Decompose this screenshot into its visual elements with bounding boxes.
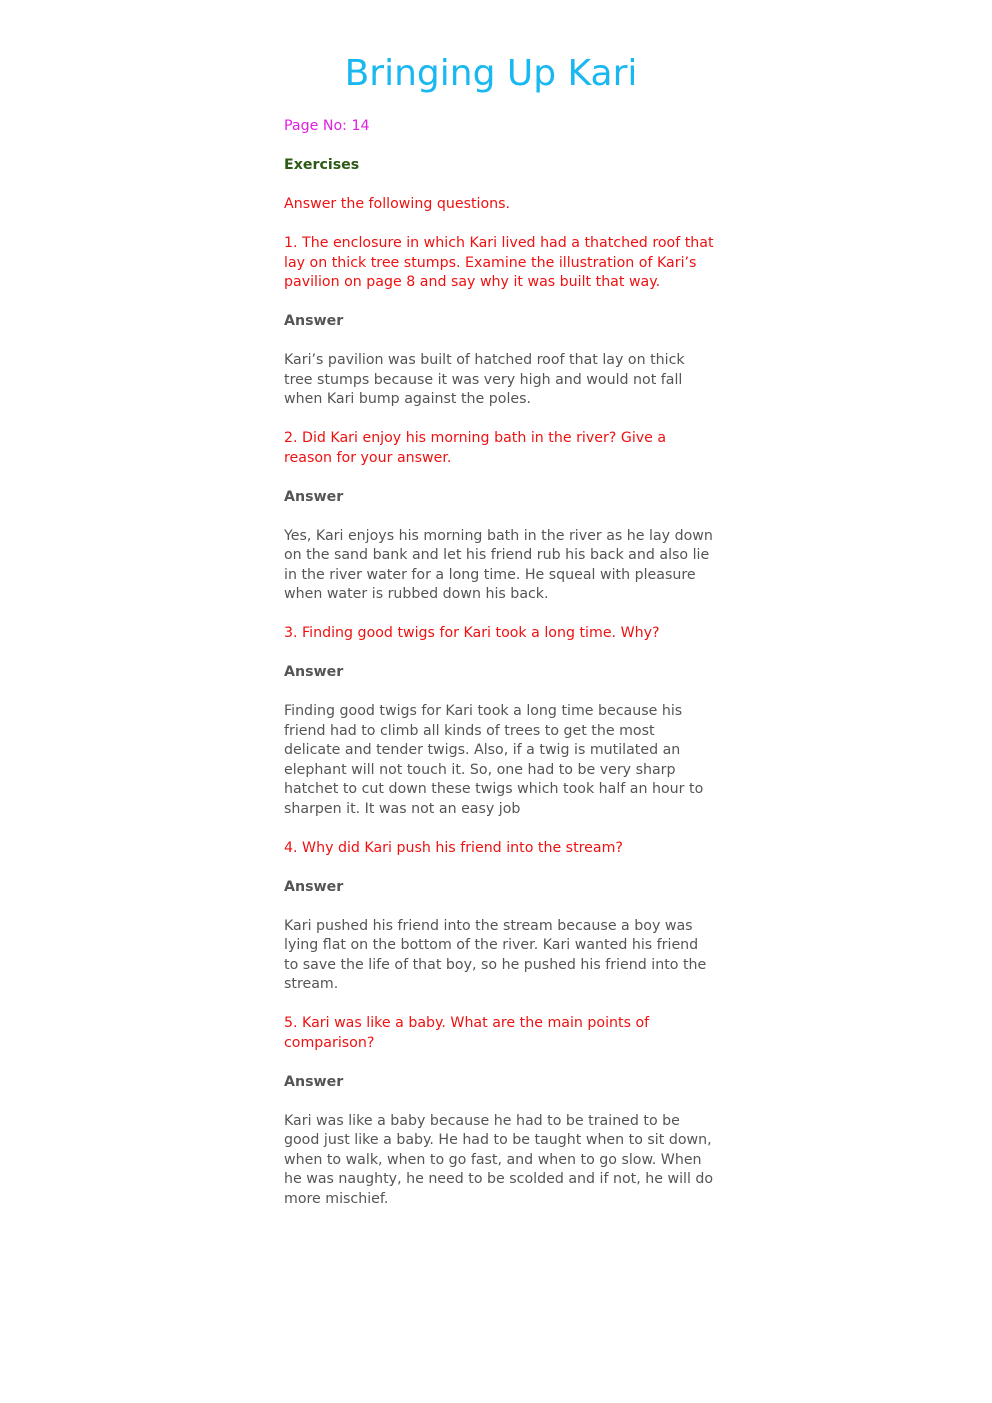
question-5: 5. Kari was like a baby. What are the main points of comparison? [284, 1015, 650, 1051]
answer-1: Kari’s pavilion was built of hatched roof that lay on thick tree stumps because it was very high and would not fall when Kari bump against the poles. [284, 352, 685, 407]
page-number: Page No: 14 [284, 118, 370, 134]
section-heading: Exercises [284, 157, 360, 173]
question-1: 1. The enclosure in which Kari lived had a thatched roof that lay on thick tree stumps. Examine the illustration of Kari’s pavilion on page 8 and say why it was built that way. [284, 235, 714, 290]
document-body [284, 117, 714, 1229]
question-4: 4. Why did Kari push his friend into the stream? [284, 839, 623, 856]
answer-label-4: Answer [284, 878, 344, 895]
instruction-text: Answer the following questions. [284, 196, 511, 212]
answer-label-1: Answer [284, 313, 344, 329]
answer-3: Finding good twigs for Kari took a long time because his friend had to climb all kinds of trees to get the most delicate and tender twigs. Also, if a twig is mutilated an elephant will not touch it. So, one had to be very sharp hatchet to cut down these twigs which took half an hour to sharpen it. It was not an easy job [284, 703, 704, 817]
answer-label-3: Answer [284, 664, 344, 680]
answer-5: Kari was like a baby because he had to be trained to be good just like a baby. He had to be taught when to sit down, when to walk, when to go fast, and when to go slow. When he was naughty, he need to be scolded and if not, he will do more mischief. [284, 1112, 714, 1207]
answer-2: Yes, Kari enjoys his morning bath in the river as he lay down on the sand bank and let his friend rub his back and also lie in the river water for a long time. He squeal with pleasure when water is rubbed down his back. [284, 527, 713, 602]
question-2: 2. Did Kari enjoy his morning bath in the river? Give a reason for your answer. [284, 430, 667, 466]
question-3: 3. Finding good twigs for Kari took a long time. Why? [284, 625, 660, 641]
answer-4: Kari pushed his friend into the stream because a boy was lying flat on the bottom of the river. Kari wanted his friend to save the life of that boy, so he pushed his friend into the stream. [284, 917, 707, 992]
answer-label-2: Answer [284, 488, 344, 505]
answer-label-5: Answer [284, 1073, 344, 1090]
page-title: Bringing Up Kari [344, 53, 638, 94]
